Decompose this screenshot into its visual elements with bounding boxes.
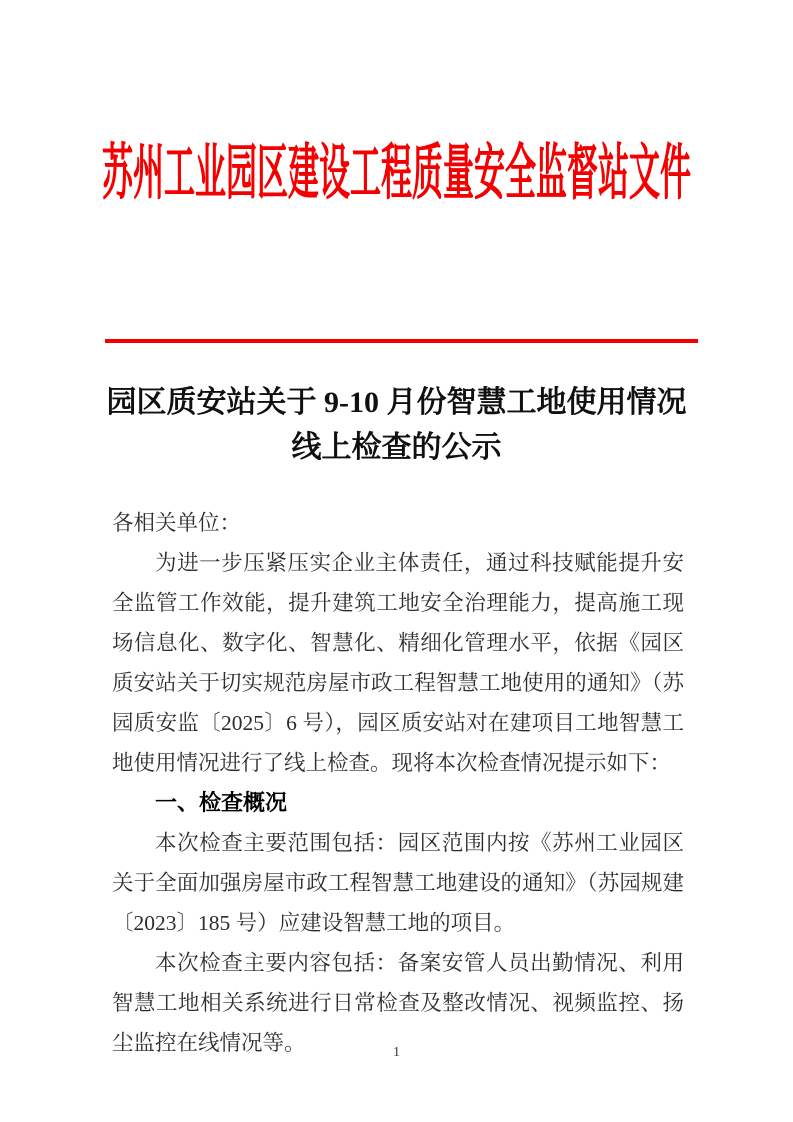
salutation: 各相关单位： [112, 511, 242, 535]
paragraph-intro: 为进一步压紧压实企业主体责任，通过科技赋能提升安全监管工作效能，提升建筑工地安全治理能力，提高施工现场信息化、数字化、智慧化、精细化管理水平，依据《园区质安站关于切实规范房屋市政工程智慧工地使用的通知》（苏园质安监〔2025〕6 号），园区质安站对在建项目工地智慧工地使用情况进行了线上检查。现将本次检查情况提示如下： [112, 551, 684, 775]
document-body [112, 503, 684, 1063]
letterhead [0, 126, 793, 206]
document-title-line2: 线上检查的公示 [291, 431, 502, 464]
document-title-line1: 园区质安站关于 9-10 月份智慧工地使用情况 [106, 386, 687, 419]
letterhead-org-title: 苏州工业园区建设工程质量安全监督站文件 [102, 137, 691, 206]
section-heading-inspection-overview: 一、检查概况 [155, 790, 288, 815]
document-title [50, 380, 743, 470]
paragraph-inspection-scope: 本次检查主要范围包括：园区范围内按《苏州工业园区关于全面加强房屋市政工程智慧工地建设的通知》（苏园规建〔2023〕185 号）应建设智慧工地的项目。 [112, 831, 684, 935]
red-divider-line [105, 339, 698, 343]
paragraph-inspection-content: 本次检查主要内容包括：备案安管人员出勤情况、利用智慧工地相关系统进行日常检查及整改情况、视频监控、扬尘监控在线情况等。 [112, 951, 684, 1055]
page-number: 1 [393, 1045, 400, 1060]
